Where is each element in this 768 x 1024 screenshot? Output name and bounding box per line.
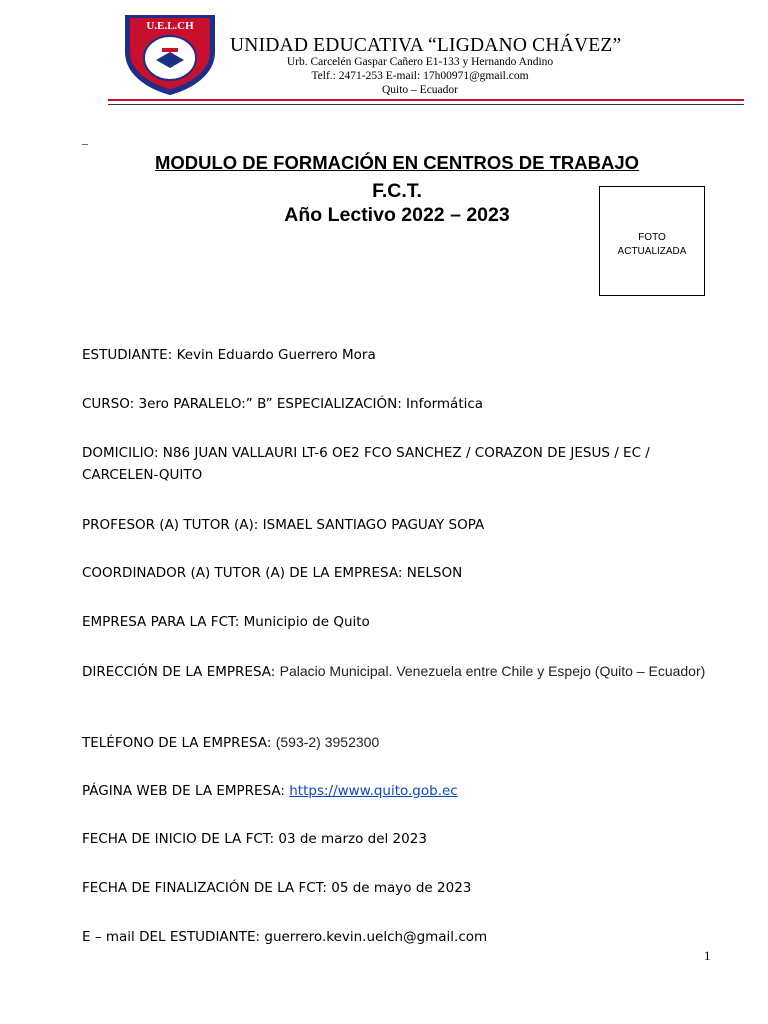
header-divider-dark xyxy=(108,104,744,105)
field-inicio xyxy=(82,828,712,850)
document-title: MODULO DE FORMACIÓN EN CENTROS DE TRABAJO xyxy=(154,152,640,173)
photo-label: FOTO ACTUALIZADA xyxy=(617,232,687,257)
field-label: COORDINADOR (A) TUTOR (A) DE LA EMPRESA: xyxy=(82,565,403,581)
field-label: DOMICILIO: xyxy=(82,445,159,461)
stray-dash: – xyxy=(82,136,88,150)
field-value: Palacio Municipal. Venezuela entre Chile y Espejo (Quito – Ecuador) xyxy=(279,663,706,679)
field-label: EMPRESA PARA LA FCT: xyxy=(82,614,240,630)
logo-text: U.E.L.CH xyxy=(146,20,194,32)
field-value: 03 de marzo del 2023 xyxy=(278,831,427,847)
field-domicilio xyxy=(82,442,712,486)
company-website-link[interactable]: https://www.quito.gob.ec xyxy=(289,783,458,799)
header-divider-red xyxy=(108,99,744,101)
photo-placeholder xyxy=(599,186,705,296)
field-empresa xyxy=(82,611,712,633)
field-label: TELÉFONO DE LA EMPRESA: xyxy=(82,735,272,751)
field-curso xyxy=(82,393,712,415)
field-label: E – mail DEL ESTUDIANTE: xyxy=(82,929,261,945)
field-web xyxy=(82,780,712,802)
field-estudiante xyxy=(82,344,712,366)
field-value: Municipio de Quito xyxy=(243,614,370,630)
field-label: CURSO: xyxy=(82,396,135,412)
academic-year: Año Lectivo 2022 – 2023 xyxy=(284,204,510,226)
field-fin xyxy=(82,877,712,899)
page-number: 1 xyxy=(704,948,711,963)
school-address: Urb. Carcelén Gaspar Cañero E1-133 y Hernando Andino xyxy=(286,56,554,68)
field-email xyxy=(82,926,712,948)
field-label: PROFESOR (A) TUTOR (A): xyxy=(82,517,259,533)
document-subtitle: F.C.T. xyxy=(372,180,422,202)
field-telefono xyxy=(82,731,712,754)
field-value: Kevin Eduardo Guerrero Mora xyxy=(176,347,376,363)
school-name: UNIDAD EDUCATIVA “LIGDANO CHÁVEZ” xyxy=(230,35,622,56)
field-value: 05 de mayo de 2023 xyxy=(331,880,472,896)
field-label: PÁGINA WEB DE LA EMPRESA: xyxy=(82,783,285,799)
field-label: ESTUDIANTE: xyxy=(82,347,173,363)
school-city: Quito – Ecuador xyxy=(381,84,458,96)
field-label: FECHA DE INICIO DE LA FCT: xyxy=(82,831,275,847)
field-profesor xyxy=(82,514,712,536)
field-label: DIRECCIÓN DE LA EMPRESA: xyxy=(82,664,276,680)
field-value: (593-2) 3952300 xyxy=(275,734,380,750)
field-value: 3ero PARALELO:” B” ESPECIALIZACIÓN: Informática xyxy=(138,396,484,412)
field-label: FECHA DE FINALIZACIÓN DE LA FCT: xyxy=(82,880,327,896)
field-direccion xyxy=(82,660,712,683)
school-contact: Telf.: 2471-253 E-mail: 17h00971@gmail.com xyxy=(311,70,529,82)
field-value: NELSON xyxy=(406,565,463,581)
field-value: N86 JUAN VALLAURI LT-6 OE2 FCO SANCHEZ / CORAZON DE JESUS / EC / CARCELEN-QUITO xyxy=(82,445,650,483)
field-coordinador xyxy=(82,562,712,584)
field-value: guerrero.kevin.uelch@gmail.com xyxy=(264,929,488,945)
field-value: ISMAEL SANTIAGO PAGUAY SOPA xyxy=(262,517,485,533)
